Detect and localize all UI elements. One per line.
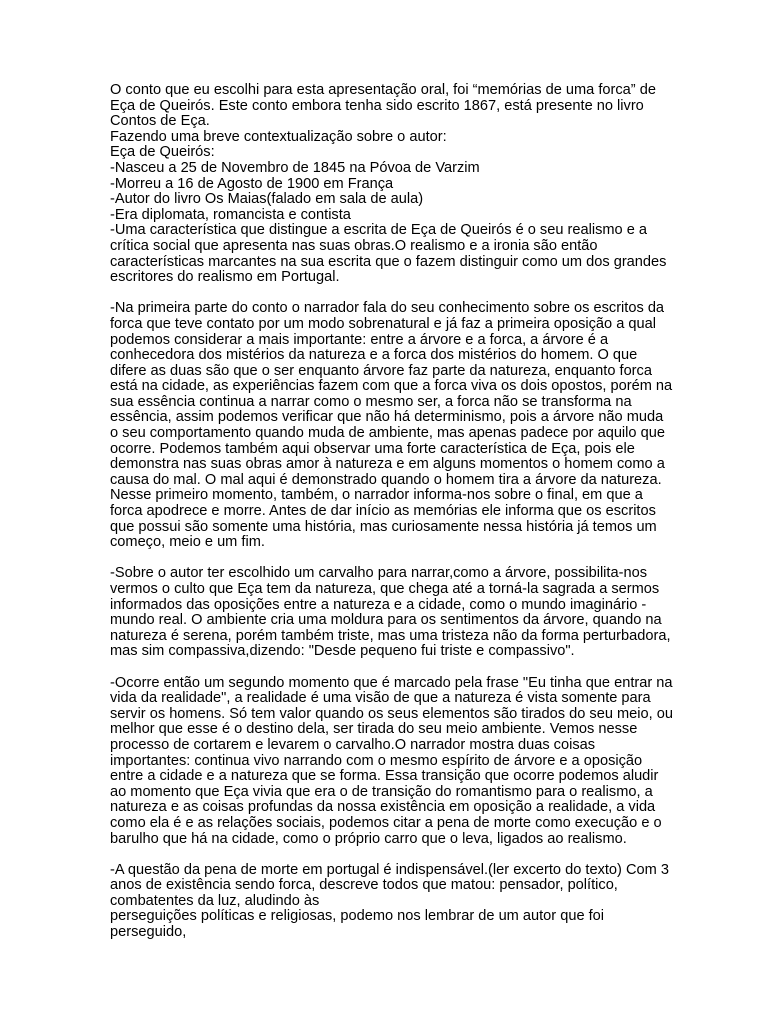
text-line: conhecedora dos mistérios da natureza e a forca dos mistérios do homem. O que (110, 347, 638, 364)
text-line: combatentes da luz, aludindo às (110, 892, 320, 909)
text-line: essência, assim podemos verificar que não há determinismo, pois a árvore não muda (110, 409, 664, 426)
text-line: escritores do realismo em Portugal. (110, 269, 340, 286)
text-line: melhor que esse é o destino dela, ser tirada do seu meio ambiente. Vemos nesse (110, 721, 638, 738)
text-line: Nesse primeiro momento, também, o narrador informa-nos sobre o final, em que a (110, 487, 643, 504)
text-line: mundo real. O ambiente cria uma moldura para os sentimentos da árvore, quando na (110, 612, 662, 629)
text-line: que possui são somente uma história, mas curiosamente nessa história já temos um (110, 518, 657, 535)
text-line: ao momento que Eça vivia que era o de transição do romantismo para o realismo, a (110, 783, 653, 800)
text-line: forca que teve contato por um modo sobrenatural e já faz a primeira oposição a qual (110, 315, 656, 332)
text-line: forca apodrece e morre. Antes de dar início as memórias ele informa que os escritos (110, 503, 656, 520)
paragraph-second-moment (110, 674, 673, 848)
text-line: começo, meio e um fim. (110, 534, 265, 551)
paragraph-first-part (110, 300, 673, 551)
text-line: Eça de Queirós: (110, 144, 215, 161)
paragraph-gap (110, 847, 670, 863)
document-page (110, 82, 673, 941)
paragraph-gap (110, 286, 670, 302)
text-line: natureza e as coisas profundas da nossa existência em oposição a realidade, a vida (110, 799, 656, 816)
text-line: barulho que há na cidade, como o próprio carro que o leva, ligados ao realismo. (110, 830, 627, 847)
paragraph-gap (110, 551, 670, 567)
text-line: Eça de Queirós. Este conto embora tenha sido escrito 1867, está presente no livro (110, 97, 644, 114)
text-line: -Morreu a 16 de Agosto de 1900 em França (110, 175, 394, 192)
text-line: anos de existência sendo forca, descreve todos que matou: pensador, político, (110, 877, 618, 894)
text-line: -Na primeira parte do conto o narrador fala do seu conhecimento sobre os escritos da (110, 300, 665, 317)
text-line: como ela é e as relações sociais, podemos citar a pena de morte como execução e o (110, 814, 662, 831)
paragraph-carvalho (110, 566, 670, 660)
text-line: características marcantes na sua escrita que o fazem distinguir como um dos grandes (110, 253, 667, 270)
text-line: vida da realidade", a realidade é uma visão de que a natureza é vista somente para (110, 690, 651, 707)
text-line: entre a cidade e a natureza que se forma. Essa transição que ocorre podemos aludir (110, 768, 659, 785)
text-line: causa do mal. O mal aqui é demonstrado quando o homem tira a árvore da natureza. (110, 471, 662, 488)
text-line: processo de cortarem e levarem o carvalho.O narrador mostra duas coisas (110, 736, 596, 753)
text-line: vermos o culto que Eça tem da natureza, que chega até a torná-la sagrada a sermos (110, 581, 660, 597)
text-line: -Era diplomata, romancista e contista (110, 206, 351, 223)
paragraph-intro (110, 83, 670, 286)
text-line: O conto que eu escolhi para esta apresentação oral, foi “memórias de uma forca” de (110, 82, 656, 98)
text-line: sua essência continua a narrar como o mesmo ser, a forca não se transforma na (110, 393, 632, 410)
text-line: o seu comportamento quando muda de ambiente, mas apenas padece por aquilo que (110, 425, 665, 442)
text-line: demonstra nas suas obras amor à natureza e em alguns momentos o homem como a (110, 456, 665, 473)
text-line: ocorre. Podemos também aqui observar uma forte característica de Eça, pois ele (110, 440, 635, 457)
text-line: -Sobre o autor ter escolhido um carvalho para narrar,como a árvore, possibilita-nos (110, 565, 647, 582)
text-line: informados das oposições entre a natureza e a cidade, como o mundo imaginário - (110, 596, 647, 613)
text-line: -Nasceu a 25 de Novembro de 1845 na Póvoa de Varzim (110, 159, 480, 176)
text-line: Contos de Eça. (110, 113, 210, 130)
text-line: Fazendo uma breve contextualização sobre o autor: (110, 128, 447, 145)
text-line: -Ocorre então um segundo momento que é marcado pela frase "Eu tinha que entrar na (110, 674, 673, 691)
text-line: natureza é serena, porém também triste, mas uma tristeza não da forma perturbadora, (110, 627, 671, 644)
text-line: difere as duas são que o ser enquanto árvore faz parte da natureza, enquanto forca (110, 362, 652, 379)
text-line: importantes: continua vivo narrando com o mesmo espírito de árvore e a oposição (110, 752, 643, 769)
text-line: crítica social que apresenta nas suas obras.O realismo e a ironia são então (110, 237, 598, 254)
text-line: -Uma característica que distingue a escrita de Eça de Queirós é o seu realismo e a (110, 222, 647, 239)
text-line: está na cidade, as experiências fazem com que a forca viva os dois opostos, porém na (110, 378, 673, 395)
text-line: -A questão da pena de morte em portugal é indispensável.(ler excerto do texto) Com 3 (110, 861, 669, 878)
text-line: -Autor do livro Os Maias(falado em sala de aula) (110, 191, 424, 208)
paragraph-death-penalty (110, 863, 670, 941)
paragraph-gap (110, 660, 670, 676)
text-line: mas sim compassiva,dizendo: "Desde pequeno fui triste e compassivo". (110, 643, 575, 660)
text-line: perseguido, (110, 924, 187, 941)
text-line: podemos considerar a mais importante: entre a árvore e a forca, a árvore é a (110, 331, 609, 348)
text-line: perseguições políticas e religiosas, podemo nos lembrar de um autor que foi (110, 908, 605, 925)
text-line: servir os homens. Só tem valor quando os seus elementos são tirados do seu meio, ou (110, 705, 673, 722)
